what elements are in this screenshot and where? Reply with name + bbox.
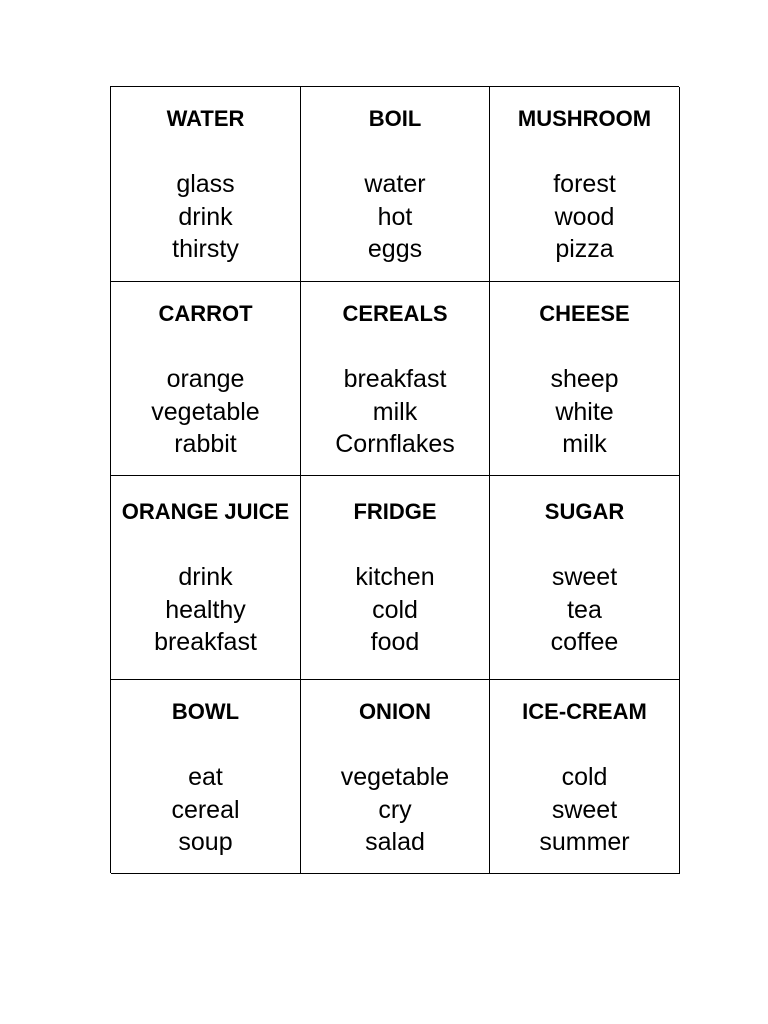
taboo-word: cry <box>378 795 412 824</box>
card-cereals <box>301 282 490 476</box>
taboo-word: sweet <box>551 795 618 824</box>
taboo-word: pizza <box>555 235 614 263</box>
card-title: CARROT <box>158 301 253 326</box>
taboo-word: summer <box>539 828 630 856</box>
taboo-word: vegetable <box>151 397 260 426</box>
taboo-word: white <box>555 397 614 426</box>
card-fridge <box>301 476 490 680</box>
taboo-word: forest <box>553 170 616 198</box>
taboo-word: coffee <box>550 628 619 656</box>
taboo-word: hot <box>377 202 413 231</box>
taboo-word-list <box>111 761 300 859</box>
taboo-word: eat <box>188 763 223 791</box>
taboo-word-list <box>111 168 300 266</box>
card-orange-juice <box>111 476 301 680</box>
taboo-word-list <box>301 561 489 659</box>
card-title: WATER <box>166 106 245 131</box>
taboo-word-list <box>490 168 679 266</box>
taboo-word-list <box>111 363 300 461</box>
taboo-word: cold <box>372 595 418 624</box>
taboo-word: tea <box>567 595 602 624</box>
taboo-word: rabbit <box>174 430 237 458</box>
taboo-word-list <box>490 761 679 859</box>
card-title: BOWL <box>171 699 240 724</box>
taboo-word: breakfast <box>154 628 257 656</box>
taboo-word: milk <box>372 397 418 426</box>
card-title: CEREALS <box>342 301 448 326</box>
taboo-word: sheep <box>550 365 619 393</box>
card-cheese <box>490 282 680 476</box>
taboo-word: healthy <box>165 595 246 624</box>
card-water <box>111 87 301 282</box>
taboo-word: cold <box>561 763 608 791</box>
taboo-word: thirsty <box>172 235 239 263</box>
taboo-card-grid <box>110 86 679 873</box>
card-title: ORANGE JUICE <box>121 499 290 524</box>
taboo-word: kitchen <box>355 563 435 591</box>
taboo-word: glass <box>176 170 235 198</box>
card-ice-cream <box>490 680 680 874</box>
taboo-word: vegetable <box>340 763 450 791</box>
taboo-word: breakfast <box>343 365 447 393</box>
taboo-word-list <box>301 168 489 266</box>
taboo-word: salad <box>365 828 425 856</box>
taboo-word: drink <box>178 202 233 231</box>
taboo-word: wood <box>554 202 615 231</box>
taboo-word: soup <box>178 828 233 856</box>
card-carrot <box>111 282 301 476</box>
taboo-word: orange <box>166 365 245 393</box>
card-title: CHEESE <box>539 301 630 326</box>
taboo-word: cereal <box>171 795 240 824</box>
taboo-word: milk <box>562 430 607 458</box>
card-title: MUSHROOM <box>517 106 652 131</box>
card-title: BOIL <box>368 106 422 131</box>
card-mushroom <box>490 87 680 282</box>
taboo-word-list <box>490 363 679 461</box>
card-title: FRIDGE <box>353 499 437 524</box>
card-bowl <box>111 680 301 874</box>
taboo-word: food <box>370 628 420 656</box>
taboo-word-list <box>490 561 679 659</box>
taboo-word-list <box>301 761 489 859</box>
taboo-word-list <box>301 363 489 461</box>
taboo-word: water <box>364 170 426 198</box>
card-boil <box>301 87 490 282</box>
taboo-word: sweet <box>551 563 618 591</box>
taboo-word: eggs <box>367 235 423 263</box>
card-title: SUGAR <box>544 499 625 524</box>
taboo-word: Cornflakes <box>335 430 455 458</box>
card-title: ICE-CREAM <box>522 699 647 724</box>
card-onion <box>301 680 490 874</box>
taboo-word-list <box>111 561 300 659</box>
card-sugar <box>490 476 680 680</box>
taboo-word: drink <box>178 563 233 591</box>
card-title: ONION <box>358 699 432 724</box>
